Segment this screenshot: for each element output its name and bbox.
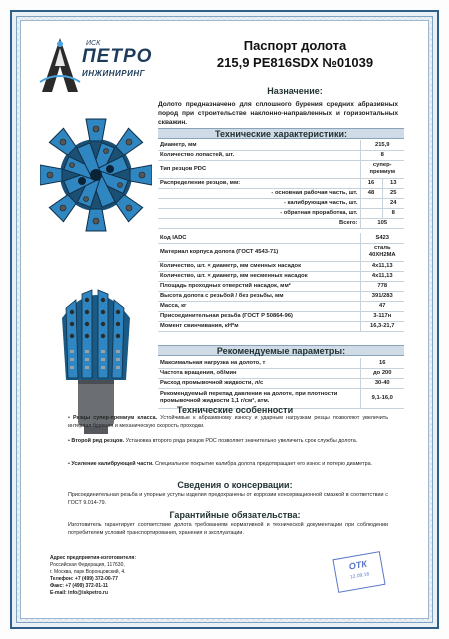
preservation-heading: Сведения о консервации: xyxy=(177,480,293,490)
address-fax: Факс: +7 (499) 372-01-11 xyxy=(50,583,108,589)
spec-row xyxy=(158,150,404,160)
purpose-text: Долото предназначено для сплошного бурения средних абразивных пород при строительстве наклонно-направленных и горизонтальных скважин. xyxy=(158,101,398,126)
spec-row xyxy=(158,301,404,311)
spec-label: Площадь проходных отверстий насадок, мм² xyxy=(158,281,360,291)
mode-label: Рекомендуемый перепад давления на долоте, при плотности промывочной жидкости 1,1 г/см³, атм. xyxy=(158,388,360,408)
feature-bullet: • xyxy=(68,415,74,421)
spec-row xyxy=(158,198,404,208)
feature-title: Второй ряд резцов. xyxy=(71,438,125,444)
feature-text: Устойчивые к абразивному износу и ударным нагрузкам резцы позволяют увеличить интервал бурения и механическую скорость проходки. xyxy=(68,415,389,429)
specs-table xyxy=(158,140,404,229)
logo-emblem-icon xyxy=(38,36,82,94)
spec-label: Код IADC xyxy=(158,233,360,243)
spec-label: Количество лопастей, шт. xyxy=(158,150,360,160)
mode-label: Расход промывочной жидкости, л/с xyxy=(158,378,360,388)
address-phone: Телефон: +7 (499) 372-00-77 xyxy=(50,576,118,582)
spec-row xyxy=(158,218,404,228)
address-line: г. Москва, парк Воронцовский, 4. xyxy=(50,569,126,575)
feature-text: Специальное покрытие калибра долота предотвращает его износ и потерю диаметра. xyxy=(153,461,373,467)
mode-value: 30-40 xyxy=(360,378,404,388)
spec-label: - калибрующая часть, шт. xyxy=(158,198,360,208)
qc-stamp-date: 12.09.16 xyxy=(349,571,370,581)
spec-value: 215,9 xyxy=(360,140,404,150)
spec-row xyxy=(158,291,404,301)
feature-item xyxy=(68,438,388,446)
spec-value: 105 xyxy=(360,218,404,228)
features-heading: Технические особенности xyxy=(176,405,294,415)
feature-bullet: • xyxy=(68,438,72,444)
spec-row xyxy=(158,178,404,188)
spec-value: 16 xyxy=(360,178,382,188)
spec-value: 4x11,13 xyxy=(360,261,404,271)
spec-label: Присоединительная резьба (ГОСТ Р 50864-96) xyxy=(158,311,360,321)
feature-bullet: • xyxy=(68,461,72,467)
spec-value: 24 xyxy=(382,198,404,208)
spec-row xyxy=(158,233,404,243)
manufacturer-address xyxy=(50,555,190,597)
spec-row xyxy=(158,160,404,178)
spec-row xyxy=(158,281,404,291)
spec-row xyxy=(158,208,404,218)
spec-value: 48 xyxy=(360,188,382,198)
spec-value: 3-117н xyxy=(360,311,404,321)
address-heading: Адрес предприятия-изготовителя: xyxy=(50,555,137,561)
spec-label: Количество, шт. × диаметр, мм сменных насадок xyxy=(158,261,360,271)
spec-value: 25 xyxy=(382,188,404,198)
spec-label: - основная рабочая часть, шт. xyxy=(158,188,360,198)
spec-value: 47 xyxy=(360,301,404,311)
modes-table xyxy=(158,358,404,409)
spec-label: Тип резцов PDC xyxy=(158,160,360,178)
mode-row xyxy=(158,378,404,388)
spec-row xyxy=(158,188,404,198)
spec-row xyxy=(158,261,404,271)
spec-row xyxy=(158,311,404,321)
logo-subtitle: ИНЖИНИРИНГ xyxy=(82,69,146,78)
spec-value: супер-премиум xyxy=(360,160,404,178)
bit-model-number: 215,9 PE816SDX №01039 xyxy=(216,55,374,70)
preservation-text: Присоединительная резьба и упорные уступы изделия предохранены от коррозии консервационной смазкой в соответствии с ГОСТ 9.014-79. xyxy=(68,492,388,506)
mode-label: Максимальная нагрузка на долото, т xyxy=(158,358,360,368)
mode-row xyxy=(158,368,404,378)
address-email: E-mail: info@iskpetro.ru xyxy=(50,590,108,596)
qc-stamp-label: ОТК xyxy=(348,558,368,572)
bit-top-view-image xyxy=(40,112,152,238)
spec-value: сталь 40ХН2МА xyxy=(360,243,404,261)
mode-label: Частота вращения, об/мин xyxy=(158,368,360,378)
modes-heading: Рекомендуемые параметры: xyxy=(158,345,404,356)
spec-value: 8 xyxy=(360,150,404,160)
logo-prefix: ИСК xyxy=(86,40,101,47)
mode-value: 16 xyxy=(360,358,404,368)
spec-label: Количество, шт. × диаметр, мм несменных насадок xyxy=(158,271,360,281)
feature-item xyxy=(68,415,388,430)
spec-value: 4x11,13 xyxy=(360,271,404,281)
feature-title: Резцы супер-премиум класса. xyxy=(73,415,158,421)
warranty-heading: Гарантийные обязательства: xyxy=(169,510,301,520)
spec-label: Высота долота с резьбой / без резьбы, мм xyxy=(158,291,360,301)
spec-value xyxy=(360,208,382,218)
spec-label: - обратная проработка, шт. xyxy=(158,208,360,218)
document-title: Паспорт долота xyxy=(243,38,347,53)
spec-row xyxy=(158,140,404,150)
feature-text: Установка второго ряда резцов PDC позволяет значительно увеличить срок службы долота. xyxy=(124,438,358,444)
company-logo xyxy=(38,36,168,96)
spec-label: Момент свинчивания, кН*м xyxy=(158,321,360,331)
spec-value: S423 xyxy=(360,233,404,243)
spec-label: Материал корпуса долота (ГОСТ 4543-71) xyxy=(158,243,360,261)
spec-label: Всего: xyxy=(158,218,360,228)
address-line: Российская Федерация, 117630, xyxy=(50,562,125,568)
specs-table-continued xyxy=(158,233,404,332)
spec-value: 391/283 xyxy=(360,291,404,301)
purpose-heading: Назначение: xyxy=(267,86,323,96)
spec-value xyxy=(360,198,382,208)
spec-value: 778 xyxy=(360,281,404,291)
mode-value: до 200 xyxy=(360,368,404,378)
specs-heading: Технические характеристики: xyxy=(158,128,404,139)
spec-value: 16,3-21,7 xyxy=(360,321,404,331)
spec-value: 8 xyxy=(382,208,404,218)
spec-label: Масса, кг xyxy=(158,301,360,311)
spec-label: Диаметр, мм xyxy=(158,140,360,150)
mode-row xyxy=(158,358,404,368)
spec-value: 13 xyxy=(382,178,404,188)
spec-row xyxy=(158,321,404,331)
logo-name: ПЕТРО xyxy=(82,46,153,67)
spec-label: Распределение резцов, мм: xyxy=(158,178,360,188)
spec-row xyxy=(158,243,404,261)
warranty-text: Изготовитель гарантирует соответствие долота требованиям нормативной и технической документации при соблюдении потребителем условий транспортирования, хранения и эксплуатации. xyxy=(68,522,388,536)
mode-value: 9,1-16,0 xyxy=(360,388,404,408)
feature-title: Усиление калибрующей части. xyxy=(71,461,154,467)
feature-item xyxy=(68,461,388,469)
spec-row xyxy=(158,271,404,281)
